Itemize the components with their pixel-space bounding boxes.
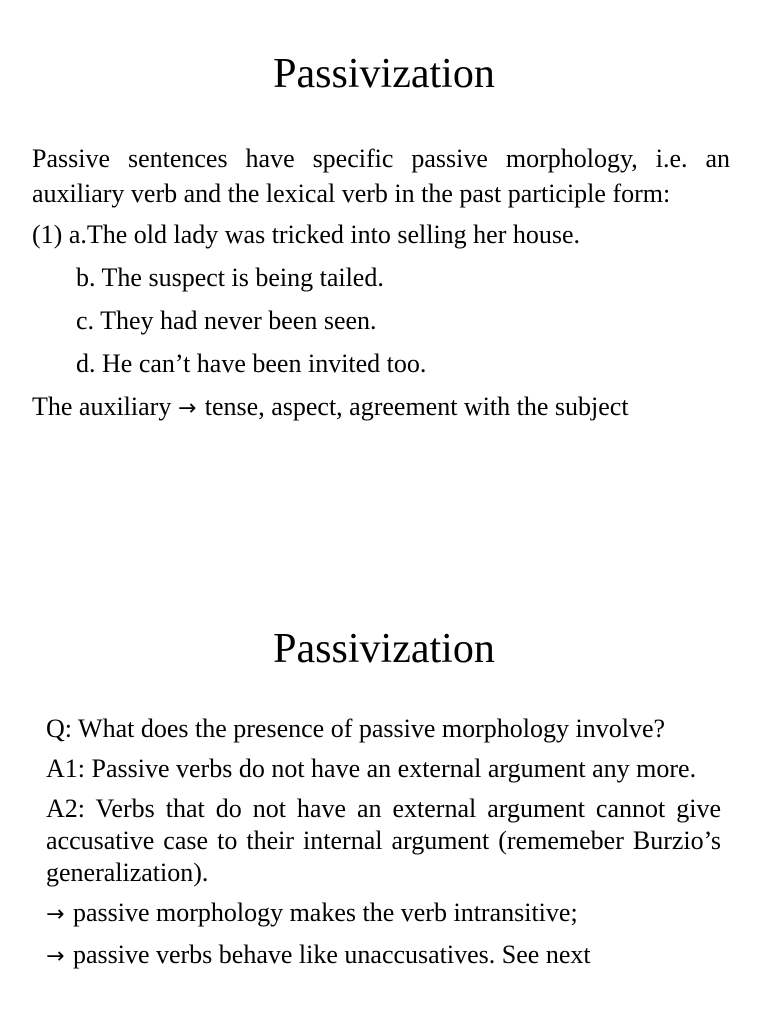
example-d: d. He can’t have been invited too. <box>76 349 427 378</box>
conclusion-2 <box>46 939 721 973</box>
auxiliary-line <box>32 389 730 426</box>
example-b: b. The suspect is being tailed. <box>76 263 384 292</box>
arrow-right-icon: → <box>46 902 65 927</box>
answer-2-paragraph: A2: Verbs that do not have an external argument cannot give accusative case to their internal argument (rememeber Burzio’s generalization). <box>46 794 721 887</box>
answer-1-paragraph: A1: Passive verbs do not have an external argument any more. <box>46 754 697 783</box>
conclusion-2-text: passive verbs behave like unaccusatives. See next <box>72 940 591 969</box>
question-paragraph: Q: What does the presence of passive morphology involve? <box>46 714 666 743</box>
auxiliary-label: The auxiliary <box>32 392 172 421</box>
slide-2 <box>0 576 768 1024</box>
slide-title: Passivization <box>273 51 495 97</box>
slide-title: Passivization <box>273 626 495 672</box>
example-a: (1) a.The old lady was tricked into selling her house. <box>32 220 581 249</box>
arrow-right-icon: → <box>177 396 197 421</box>
slide-body <box>32 141 730 426</box>
intro-paragraph: Passive sentences have specific passive morphology, i.e. an auxiliary verb and the lexical verb in the past participle form: <box>32 144 730 208</box>
slide-body <box>46 713 721 981</box>
auxiliary-description: tense, aspect, agreement with the subject <box>204 392 629 421</box>
arrow-right-icon: → <box>46 944 65 969</box>
example-c: c. They had never been seen. <box>76 306 377 335</box>
conclusion-1-text: passive morphology makes the verb intransitive; <box>72 898 578 927</box>
conclusion-1 <box>46 897 721 931</box>
